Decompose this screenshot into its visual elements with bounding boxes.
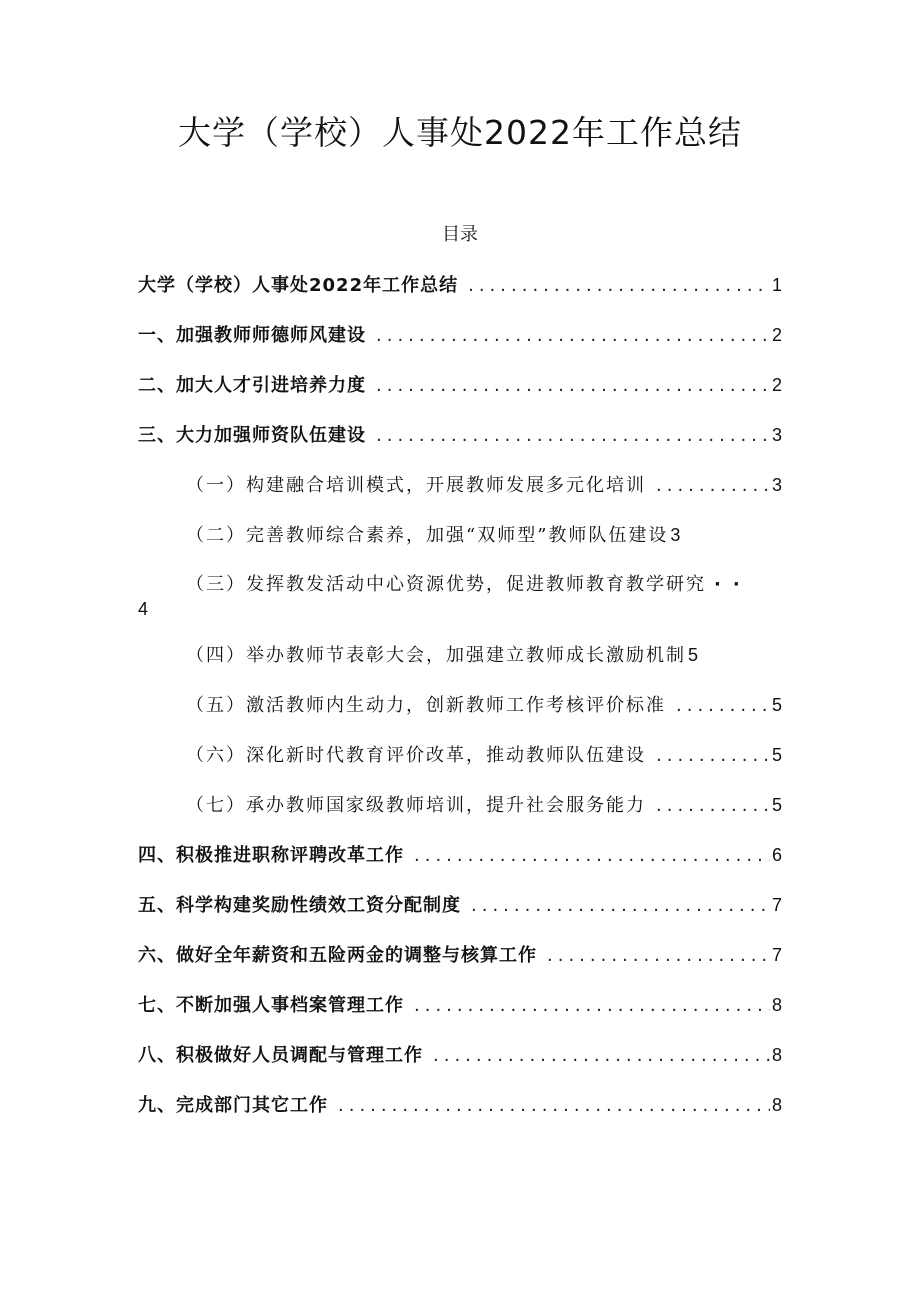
toc-page-number: 7 [771,895,782,915]
toc-leader-dots [433,1041,770,1071]
toc-page-number: 7 [771,945,782,965]
toc-entry-text: 七、不断加强人事档案管理工作 [138,995,404,1016]
toc-entry-section-3[interactable] [138,420,782,451]
toc-entry-text: 四、积极推进职称评聘改革工作 [138,845,404,866]
toc-entry-text: 大学（学校）人事处2022年工作总结 [138,275,459,296]
toc-page-number: 5 [771,795,782,815]
toc-leader-dots [656,791,770,821]
toc-entry-subsection-3-4[interactable] [186,640,782,671]
toc-entry-subsection-3-2[interactable] [186,520,782,551]
toc-page-number: 2 [771,375,782,395]
toc-page-number: 3 [771,425,782,445]
toc-entry-subsection-3-1[interactable] [186,470,782,501]
toc-page-number: 3 [670,525,681,545]
toc-entry-section-2[interactable] [138,370,782,401]
toc-page-number: 5 [688,645,699,665]
toc-entry-text: （二）完善教师综合素养，加强“双师型”教师队伍建设 [186,525,669,546]
toc-page-number: 4 [138,599,149,619]
toc-entry-text: 二、加大人才引进培养力度 [138,375,366,396]
toc-entry-text: （四）举办教师节表彰大会，加强建立教师成长激励机制 [186,645,686,666]
toc-leader-dots: ·· [714,574,752,595]
toc-entry-section-6[interactable] [138,940,782,971]
toc-entry-text: 六、做好全年薪资和五险两金的调整与核算工作 [138,945,537,966]
toc-leader-dots [376,371,770,401]
toc-entry-subsection-3-5[interactable] [186,690,782,721]
toc-entry-section-9[interactable] [138,1090,782,1121]
toc-page-number: 5 [771,695,782,715]
toc-entry-text: 一、加强教师师德师风建设 [138,325,366,346]
toc-entry-section-8[interactable] [138,1040,782,1071]
toc-entry-text: 八、积极做好人员调配与管理工作 [138,1045,423,1066]
toc-entry-text: （五）激活教师内生动力，创新教师工作考核评价标准 [186,695,666,716]
toc-entry-text: （六）深化新时代教育评价改革，推动教师队伍建设 [186,745,646,766]
toc-entry-section-7[interactable] [138,990,782,1021]
toc-leader-dots [414,841,770,871]
toc-leader-dots [676,691,770,721]
toc-page-number: 6 [771,845,782,865]
toc-entry-subsection-3-7[interactable] [186,790,782,821]
toc-heading: 目录 [442,224,478,245]
toc-leader-dots [338,1091,770,1121]
toc-leader-dots [656,471,770,501]
toc-page-number: 5 [771,745,782,765]
toc-page-number: 3 [771,475,782,495]
toc-leader-dots [376,421,770,451]
toc-entry-text: 五、科学构建奖励性绩效工资分配制度 [138,895,461,916]
toc-page-number: 2 [771,325,782,345]
toc-entry-subsection-3-3[interactable] [186,570,782,600]
toc-leader-dots [468,271,770,301]
toc-page-number: 1 [771,275,782,295]
toc-entry-section-1[interactable] [138,320,782,351]
toc-entry-text: 九、完成部门其它工作 [138,1095,328,1116]
toc-entry-text: 三、大力加强师资队伍建设 [138,425,366,446]
toc-leader-dots [656,741,770,771]
toc-leader-dots [414,991,770,1021]
toc-leader-dots [547,941,770,971]
toc-entry-text: （一）构建融合培训模式，开展教师发展多元化培训 [186,475,646,496]
toc-leader-dots [471,891,770,921]
toc-leader-dots [376,321,770,351]
toc-entry-subsection-3-6[interactable] [186,740,782,771]
toc-page-number: 8 [771,995,782,1015]
toc-entry-main-title[interactable] [138,270,782,301]
toc-page-number: 8 [771,1045,782,1065]
document-title: 大学（学校）人事处2022年工作总结 [178,113,742,152]
toc-entry-section-5[interactable] [138,890,782,921]
toc-page-number: 8 [771,1095,782,1115]
toc-entry-text: （三）发挥教发活动中心资源优势，促进教师教育教学研究 [186,574,706,595]
toc-entry-text: （七）承办教师国家级教师培训，提升社会服务能力 [186,795,646,816]
toc-entry-section-4[interactable] [138,840,782,871]
